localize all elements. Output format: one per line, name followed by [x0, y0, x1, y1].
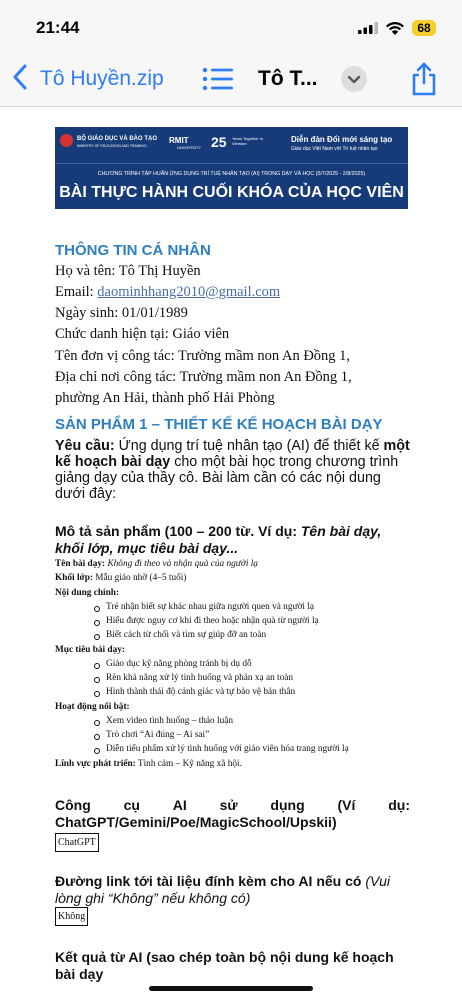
attachment-link-value-box: Không: [55, 907, 88, 926]
dob-line: Ngày sinh: 01/01/1989: [55, 305, 188, 321]
email-link[interactable]: daominhhang2010@gmail.com: [97, 284, 281, 300]
moet-subtitle: MINISTRY OF EDUCATION AND TRAINING: [77, 144, 147, 148]
attachment-link-heading-italic: (Vui lòng ghi “Không” nếu không có): [55, 873, 390, 906]
requirement-bold: một kế hoạch bài dạy: [55, 438, 410, 470]
bullet-icon: [94, 663, 100, 669]
bullet-icon: [94, 606, 100, 612]
back-chevron-icon[interactable]: [10, 63, 30, 91]
content-item: Hiểu được nguy cơ khi đi theo hoặc nhận quà từ người lạ: [106, 616, 319, 626]
document-title: Tô T...: [258, 67, 318, 90]
share-icon[interactable]: [410, 62, 438, 96]
requirement-paragraph: [55, 438, 410, 502]
activities-label-text: Hoạt động nổi bật:: [55, 702, 130, 712]
requirement-label: Yêu cầu:: [55, 438, 115, 454]
product-heading: SẢN PHẨM 1 – THIẾT KẾ KẾ HOẠCH BÀI DẠY: [55, 416, 383, 433]
description-heading: [55, 523, 410, 557]
lesson-name-label: Tên bài dạy:: [55, 559, 106, 569]
heading-word: AI: [172, 797, 187, 813]
cellular-signal-icon: [358, 22, 378, 34]
forum-subtitle: Giáo dục Việt Nam với Trí tuệ nhân tạo: [291, 146, 378, 152]
course-banner: [55, 127, 408, 209]
forum-title: Diễn đàn Đổi mới sáng tạo: [291, 135, 393, 144]
ai-tools-heading-line-2: ChatGPT/Gemini/Poe/MagicSchool/Upskii): [55, 814, 337, 830]
attachment-link-heading-text: Đường link tới tài liệu đính kèm cho AI nếu có: [55, 873, 366, 889]
wifi-icon: [385, 20, 405, 36]
activity-item: Xem video tình huống – thảo luận: [106, 716, 234, 726]
battery-icon: 68: [412, 20, 436, 36]
description-heading-text: Mô tả sản phẩm (100 – 200 từ. Ví dụ:: [55, 523, 301, 539]
ai-tools-value-box: ChatGPT: [55, 833, 99, 852]
back-button[interactable]: Tô Huyền.zip: [40, 67, 164, 90]
requirement-text-1: Ứng dụng trí tuệ nhân tạo (AI) để thiết kế: [114, 438, 384, 454]
activity-item: Diễn tiểu phẩm xử lý tình huống với giáo viên hóa trang người lạ: [106, 744, 349, 754]
title-menu-button[interactable]: [341, 66, 367, 92]
moet-name: [77, 136, 167, 150]
status-time: 21:44: [36, 18, 80, 37]
document-page[interactable]: [0, 107, 462, 1000]
position-line: Chức danh hiện tại: Giáo viên: [55, 326, 230, 342]
status-bar: [0, 0, 462, 52]
banner-heading: BÀI THỰC HÀNH CUỐI KHÓA CỦA HỌC VIÊN: [59, 184, 404, 201]
email-label: Email:: [55, 284, 98, 300]
address-line-2: phường An Hải, thành phố Hải Phòng: [55, 390, 275, 406]
goal-item: Giáo dục kỹ năng phòng tránh bị dụ dỗ: [106, 659, 252, 669]
name-line: Họ và tên: Tô Thị Huyền: [55, 263, 201, 279]
personal-info-heading: THÔNG TIN CÁ NHÂN: [55, 242, 211, 259]
rmit-logo: RMIT: [169, 136, 189, 145]
description-heading-italic: Tên bài dạy, khối lớp, mục tiêu bài dạy...: [55, 523, 382, 556]
chevron-down-icon: [341, 66, 367, 92]
goals-label-text: Mục tiêu bài dạy:: [55, 645, 125, 655]
bullet-icon: [94, 677, 100, 683]
moet-logo-icon: [60, 134, 73, 147]
bullet-icon: [94, 748, 100, 754]
grade-label: Khối lớp:: [55, 573, 93, 583]
heading-word: dụng: [270, 797, 305, 813]
heading-word: sử: [219, 797, 238, 813]
bullet-icon: [94, 634, 100, 640]
lesson-name-line: [55, 559, 258, 569]
navigation-bar: [0, 52, 462, 107]
grade-value: Mẫu giáo nhỡ (4–5 tuổi): [92, 573, 187, 583]
heading-word: dụ:: [388, 797, 410, 813]
content-label: [55, 588, 119, 598]
field-value: Tình cảm – Kỹ năng xã hội.: [135, 759, 242, 769]
home-indicator[interactable]: [149, 986, 313, 991]
ai-tools-heading-line-1: [55, 797, 410, 814]
rmit-subtitle: UNIVERSITY: [177, 145, 202, 150]
email-line: [55, 284, 280, 301]
bullet-icon: [94, 691, 100, 697]
goals-label: [55, 645, 125, 655]
goal-item: Hình thành thái độ cảnh giác và tự bảo vệ bản thân: [106, 687, 296, 697]
bullet-icon: [94, 734, 100, 740]
program-title: CHƯƠNG TRÌNH TẬP HUẤN ỨNG DỤNG TRÍ TUỆ NHÂN TẠO (AI) TRONG DẠY VÀ HỌC (5/7/2025 - 2/8/2025): [97, 171, 366, 177]
moet-title: BỘ GIÁO DỤC VÀ ĐÀO TẠO: [77, 136, 158, 142]
anniversary-text: Years Together in Vietnam: [232, 136, 263, 146]
banner-logos: [55, 127, 408, 164]
address-line-1: Địa chỉ nơi công tác: Trường mầm non An Đồng 1,: [55, 369, 352, 385]
field-label: Lĩnh vực phát triển:: [55, 759, 136, 769]
list-icon[interactable]: [202, 67, 234, 91]
requirement-text-2: cho một bài học trong chương trình giảng dạy của thầy cô. Bài làm cần có các nội dung dưới đây:: [55, 454, 399, 502]
ai-tools-heading: [55, 797, 410, 831]
goal-item: Rèn khả năng xử lý tình huống và phản xạ an toàn: [106, 673, 294, 683]
bullet-icon: [94, 720, 100, 726]
grade-line: [55, 573, 186, 583]
bullet-icon: [94, 620, 100, 626]
unit-line: Tên đơn vị công tác: Trường mầm non An Đồng 1,: [55, 348, 351, 364]
activities-label: [55, 702, 130, 712]
attachment-link-heading: [55, 873, 410, 907]
content-label-text: Nội dung chính:: [55, 588, 120, 598]
content-item: Trẻ nhận biết sự khác nhau giữa người quen và người lạ: [106, 602, 315, 612]
field-line: [55, 759, 242, 769]
heading-word: cụ: [123, 797, 140, 813]
ai-result-heading: Kết quả từ AI (sao chép toàn bộ nội dung kế hoạch bài dạy: [55, 949, 394, 982]
content-item: Biết cách từ chối và tìm sự giúp đỡ an toàn: [106, 630, 267, 640]
activity-item: Trò chơi “Ai đúng – Ai sai”: [106, 730, 210, 740]
lesson-name-value: Không đi theo và nhận quà của người lạ: [105, 559, 258, 569]
heading-word: (Ví: [337, 797, 356, 813]
anniversary-logo: 25: [211, 134, 227, 150]
heading-word: Công: [55, 797, 91, 813]
